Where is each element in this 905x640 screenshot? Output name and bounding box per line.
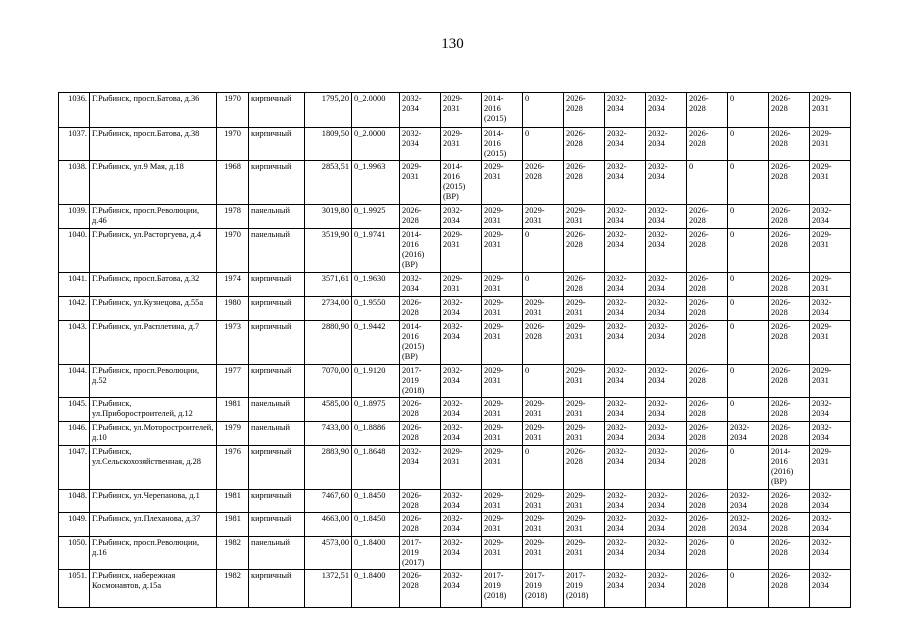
row-number-cell: 1040. <box>59 229 90 273</box>
work-period-cell: 2029- 2031 <box>482 513 523 537</box>
work-period-cell: 2026- 2028 <box>400 297 441 321</box>
work-period-cell: 0 <box>523 446 564 490</box>
work-period-cell: 2026- 2028 <box>400 490 441 513</box>
work-period-cell: 2026- 2028 <box>400 205 441 229</box>
work-period-cell: 2032- 2034 <box>646 297 687 321</box>
work-period-cell: 2032- 2034 <box>605 273 646 297</box>
work-period-cell: 2032- 2034 <box>646 93 687 128</box>
work-period-cell: 2029- 2031 <box>482 490 523 513</box>
work-period-cell: 2029- 2031 <box>564 513 605 537</box>
work-period-cell: 2026- 2028 <box>564 93 605 128</box>
work-period-cell: 2032- 2034 <box>810 398 851 422</box>
work-period-cell: 2029- 2031 <box>564 365 605 398</box>
year-cell: 1970 <box>217 229 249 273</box>
work-period-cell: 2017- 2019 (2018) <box>523 570 564 608</box>
work-period-cell: 2032- 2034 <box>646 229 687 273</box>
work-period-cell: 2014- 2016 (2015) <box>482 128 523 161</box>
work-period-cell: 0 <box>728 161 769 205</box>
work-period-cell: 2032- 2034 <box>646 446 687 490</box>
work-period-cell: 2026- 2028 <box>687 321 728 365</box>
area-cell: 1795,20 <box>305 93 352 128</box>
work-period-cell: 2026- 2028 <box>564 229 605 273</box>
work-period-cell: 2014- 2016 (2015) <box>482 93 523 128</box>
work-period-cell: 2029- 2031 <box>523 537 564 570</box>
year-cell: 1970 <box>217 128 249 161</box>
index-cell: 0_1.9442 <box>352 321 400 365</box>
area-cell: 3019,80 <box>305 205 352 229</box>
work-period-cell: 2029- 2031 <box>810 365 851 398</box>
work-period-cell: 2029- 2031 <box>564 537 605 570</box>
work-period-cell: 0 <box>523 273 564 297</box>
row-number-cell: 1039. <box>59 205 90 229</box>
work-period-cell: 2029- 2031 <box>441 446 482 490</box>
material-cell: кирпичный <box>249 321 305 365</box>
work-period-cell: 2032- 2034 <box>646 205 687 229</box>
table-row <box>59 422 851 446</box>
work-period-cell: 2026- 2028 <box>769 513 810 537</box>
year-cell: 1981 <box>217 398 249 422</box>
work-period-cell: 2026- 2028 <box>769 229 810 273</box>
work-period-cell: 2032- 2034 <box>605 161 646 205</box>
work-period-cell: 2026- 2028 <box>687 537 728 570</box>
work-period-cell: 0 <box>728 446 769 490</box>
work-period-cell: 2029- 2031 <box>564 297 605 321</box>
work-period-cell: 2029- 2031 <box>523 205 564 229</box>
work-period-cell: 2017- 2019 (2018) <box>564 570 605 608</box>
work-period-cell: 2017- 2019 (2018) <box>482 570 523 608</box>
work-period-cell: 0 <box>728 273 769 297</box>
row-number-cell: 1045. <box>59 398 90 422</box>
work-period-cell: 2029- 2031 <box>400 161 441 205</box>
work-period-cell: 2026- 2028 <box>523 161 564 205</box>
address-cell: Г.Рыбинск, ул.Черепанова, д.1 <box>90 490 217 513</box>
work-period-cell: 2026- 2028 <box>769 297 810 321</box>
year-cell: 1981 <box>217 490 249 513</box>
work-period-cell: 0 <box>728 229 769 273</box>
address-cell: Г.Рыбинск, просп.Батова, д.36 <box>90 93 217 128</box>
year-cell: 1979 <box>217 422 249 446</box>
year-cell: 1977 <box>217 365 249 398</box>
row-number-cell: 1044. <box>59 365 90 398</box>
work-period-cell: 2026- 2028 <box>400 513 441 537</box>
table-row <box>59 297 851 321</box>
year-cell: 1978 <box>217 205 249 229</box>
material-cell: кирпичный <box>249 570 305 608</box>
index-cell: 0_1.8400 <box>352 570 400 608</box>
table-row <box>59 321 851 365</box>
row-number-cell: 1043. <box>59 321 90 365</box>
address-cell: Г.Рыбинск, ул.Плеханова, д.37 <box>90 513 217 537</box>
work-period-cell: 2026- 2028 <box>687 513 728 537</box>
work-period-cell: 0 <box>728 570 769 608</box>
year-cell: 1981 <box>217 513 249 537</box>
work-period-cell: 2029- 2031 <box>810 128 851 161</box>
index-cell: 0_2.0000 <box>352 93 400 128</box>
work-period-cell: 2029- 2031 <box>564 490 605 513</box>
work-period-cell: 2026- 2028 <box>769 570 810 608</box>
work-period-cell: 2032- 2034 <box>441 297 482 321</box>
work-period-cell: 2032- 2034 <box>810 205 851 229</box>
work-period-cell: 2032- 2034 <box>605 229 646 273</box>
work-period-cell: 2032- 2034 <box>728 422 769 446</box>
work-period-cell: 0 <box>728 398 769 422</box>
row-number-cell: 1046. <box>59 422 90 446</box>
work-period-cell: 2032- 2034 <box>605 297 646 321</box>
work-period-cell: 2014- 2016 (2015) (ВР) <box>400 321 441 365</box>
work-period-cell: 2029- 2031 <box>564 422 605 446</box>
row-number-cell: 1041. <box>59 273 90 297</box>
year-cell: 1970 <box>217 93 249 128</box>
work-period-cell: 2029- 2031 <box>523 422 564 446</box>
year-cell: 1976 <box>217 446 249 490</box>
work-period-cell: 2032- 2034 <box>441 321 482 365</box>
work-period-cell: 2032- 2034 <box>646 422 687 446</box>
work-period-cell: 2029- 2031 <box>482 321 523 365</box>
work-period-cell: 2029- 2031 <box>482 446 523 490</box>
work-period-cell: 2026- 2028 <box>687 297 728 321</box>
work-period-cell: 2029- 2031 <box>482 365 523 398</box>
address-cell: Г.Рыбинск, ул.9 Мая, д.18 <box>90 161 217 205</box>
work-period-cell: 2026- 2028 <box>400 422 441 446</box>
work-period-cell: 2029- 2031 <box>482 422 523 446</box>
table-row <box>59 398 851 422</box>
work-period-cell: 2017- 2019 (2018) <box>400 365 441 398</box>
year-cell: 1974 <box>217 273 249 297</box>
work-period-cell: 2026- 2028 <box>400 398 441 422</box>
work-period-cell: 2032- 2034 <box>810 513 851 537</box>
row-number-cell: 1047. <box>59 446 90 490</box>
work-period-cell: 2029- 2031 <box>482 297 523 321</box>
work-period-cell: 2026- 2028 <box>687 446 728 490</box>
address-cell: Г.Рыбинск, просп.Батова, д.32 <box>90 273 217 297</box>
year-cell: 1982 <box>217 537 249 570</box>
work-period-cell: 2026- 2028 <box>687 570 728 608</box>
work-period-cell: 2026- 2028 <box>687 365 728 398</box>
index-cell: 0_1.9120 <box>352 365 400 398</box>
work-period-cell: 2029- 2031 <box>523 490 564 513</box>
work-period-cell: 2032- 2034 <box>441 490 482 513</box>
index-cell: 0_1.8648 <box>352 446 400 490</box>
work-period-cell: 2026- 2028 <box>687 128 728 161</box>
work-period-cell: 2032- 2034 <box>646 365 687 398</box>
work-period-cell: 2032- 2034 <box>810 422 851 446</box>
year-cell: 1973 <box>217 321 249 365</box>
work-period-cell: 2032- 2034 <box>441 365 482 398</box>
work-period-cell: 2026- 2028 <box>523 321 564 365</box>
work-period-cell: 2026- 2028 <box>687 229 728 273</box>
work-period-cell: 2032- 2034 <box>646 570 687 608</box>
material-cell: панельный <box>249 537 305 570</box>
work-period-cell: 0 <box>728 93 769 128</box>
address-cell: Г.Рыбинск, просп.Батова, д.38 <box>90 128 217 161</box>
work-period-cell: 2029- 2031 <box>810 446 851 490</box>
work-period-cell: 2032- 2034 <box>400 273 441 297</box>
address-cell: Г.Рыбинск, просп.Революции, д.52 <box>90 365 217 398</box>
year-cell: 1982 <box>217 570 249 608</box>
work-period-cell: 2032- 2034 <box>810 537 851 570</box>
area-cell: 2880,90 <box>305 321 352 365</box>
work-period-cell: 2032- 2034 <box>646 398 687 422</box>
table-row <box>59 229 851 273</box>
index-cell: 0_2.0000 <box>352 128 400 161</box>
work-period-cell: 0 <box>687 161 728 205</box>
table-row <box>59 161 851 205</box>
material-cell: кирпичный <box>249 297 305 321</box>
work-period-cell: 2026- 2028 <box>564 446 605 490</box>
index-cell: 0_1.8450 <box>352 490 400 513</box>
work-period-cell: 2032- 2034 <box>441 398 482 422</box>
row-number-cell: 1042. <box>59 297 90 321</box>
work-period-cell: 0 <box>728 297 769 321</box>
material-cell: панельный <box>249 398 305 422</box>
area-cell: 3571,61 <box>305 273 352 297</box>
work-period-cell: 2032- 2034 <box>646 321 687 365</box>
work-period-cell: 2032- 2034 <box>605 490 646 513</box>
work-period-cell: 2032- 2034 <box>646 128 687 161</box>
table-row <box>59 446 851 490</box>
row-number-cell: 1038. <box>59 161 90 205</box>
work-period-cell: 2026- 2028 <box>769 128 810 161</box>
address-cell: Г.Рыбинск, ул.Сельскохозяйственная, д.28 <box>90 446 217 490</box>
work-period-cell: 2029- 2031 <box>810 93 851 128</box>
area-cell: 4573,00 <box>305 537 352 570</box>
index-cell: 0_1.9963 <box>352 161 400 205</box>
table-row <box>59 93 851 128</box>
work-period-cell: 2032- 2034 <box>605 128 646 161</box>
work-period-cell: 2032- 2034 <box>605 446 646 490</box>
work-period-cell: 0 <box>523 365 564 398</box>
work-period-cell: 2029- 2031 <box>482 537 523 570</box>
work-period-cell: 2032- 2034 <box>441 537 482 570</box>
work-period-cell: 2026- 2028 <box>564 161 605 205</box>
index-cell: 0_1.8886 <box>352 422 400 446</box>
work-period-cell: 2032- 2034 <box>441 570 482 608</box>
work-period-cell: 2026- 2028 <box>687 422 728 446</box>
work-period-cell: 2032- 2034 <box>605 93 646 128</box>
work-period-cell: 0 <box>728 537 769 570</box>
index-cell: 0_1.9741 <box>352 229 400 273</box>
row-number-cell: 1048. <box>59 490 90 513</box>
work-period-cell: 2014- 2016 (2016) (ВР) <box>769 446 810 490</box>
row-number-cell: 1051. <box>59 570 90 608</box>
work-period-cell: 2032- 2034 <box>810 570 851 608</box>
work-period-cell: 2032- 2034 <box>646 490 687 513</box>
work-period-cell: 2026- 2028 <box>687 93 728 128</box>
material-cell: кирпичный <box>249 446 305 490</box>
work-period-cell: 2032- 2034 <box>605 398 646 422</box>
work-period-cell: 2032- 2034 <box>400 446 441 490</box>
work-period-cell: 0 <box>728 128 769 161</box>
work-period-cell: 2026- 2028 <box>769 365 810 398</box>
work-period-cell: 2029- 2031 <box>810 321 851 365</box>
work-period-cell: 2026- 2028 <box>564 273 605 297</box>
work-period-cell: 0 <box>728 365 769 398</box>
work-period-cell: 2026- 2028 <box>769 537 810 570</box>
work-period-cell: 2029- 2031 <box>810 229 851 273</box>
work-period-cell: 2032- 2034 <box>605 205 646 229</box>
address-cell: Г.Рыбинск, набережная Космонавтов, д.15а <box>90 570 217 608</box>
work-period-cell: 2026- 2028 <box>769 321 810 365</box>
work-period-cell: 2029- 2031 <box>482 398 523 422</box>
address-cell: Г.Рыбинск, просп.Революции, д.16 <box>90 537 217 570</box>
work-period-cell: 2032- 2034 <box>400 128 441 161</box>
table-row <box>59 128 851 161</box>
table-row <box>59 537 851 570</box>
year-cell: 1968 <box>217 161 249 205</box>
work-period-cell: 2032- 2034 <box>728 490 769 513</box>
work-period-cell: 2026- 2028 <box>400 570 441 608</box>
area-cell: 7433,00 <box>305 422 352 446</box>
table-row <box>59 570 851 608</box>
address-cell: Г.Рыбинск, просп.Революции, д.46 <box>90 205 217 229</box>
work-period-cell: 2032- 2034 <box>605 537 646 570</box>
area-cell: 7070,00 <box>305 365 352 398</box>
address-cell: Г.Рыбинск, ул.Расторгуева, д.4 <box>90 229 217 273</box>
work-period-cell: 0 <box>728 321 769 365</box>
index-cell: 0_1.8450 <box>352 513 400 537</box>
work-period-cell: 2032- 2034 <box>441 513 482 537</box>
work-period-cell: 2032- 2034 <box>605 513 646 537</box>
material-cell: кирпичный <box>249 365 305 398</box>
table-row <box>59 365 851 398</box>
area-cell: 2883,90 <box>305 446 352 490</box>
work-period-cell: 2032- 2034 <box>810 297 851 321</box>
work-period-cell: 0 <box>523 229 564 273</box>
work-period-cell: 2029- 2031 <box>482 273 523 297</box>
year-cell: 1980 <box>217 297 249 321</box>
table-row <box>59 273 851 297</box>
work-period-cell: 2026- 2028 <box>769 161 810 205</box>
work-period-cell: 2026- 2028 <box>769 490 810 513</box>
address-cell: Г.Рыбинск, ул.Моторостроителей, д.10 <box>90 422 217 446</box>
row-number-cell: 1037. <box>59 128 90 161</box>
work-period-cell: 2026- 2028 <box>769 205 810 229</box>
page-number: 130 <box>441 36 464 52</box>
table-row <box>59 513 851 537</box>
work-period-cell: 2026- 2028 <box>687 490 728 513</box>
work-period-cell: 2026- 2028 <box>687 273 728 297</box>
area-cell: 4585,00 <box>305 398 352 422</box>
area-cell: 1372,51 <box>305 570 352 608</box>
work-period-cell: 2017- 2019 (2017) <box>400 537 441 570</box>
area-cell: 7467,60 <box>305 490 352 513</box>
work-period-cell: 2029- 2031 <box>441 93 482 128</box>
area-cell: 2853,51 <box>305 161 352 205</box>
work-period-cell: 2014- 2016 (2015) (ВР) <box>441 161 482 205</box>
work-period-cell: 2029- 2031 <box>564 321 605 365</box>
work-period-cell: 2032- 2034 <box>646 273 687 297</box>
material-cell: панельный <box>249 205 305 229</box>
address-cell: Г.Рыбинск, ул.Приборостроителей, д.12 <box>90 398 217 422</box>
index-cell: 0_1.9550 <box>352 297 400 321</box>
work-period-cell: 2026- 2028 <box>769 93 810 128</box>
work-period-cell: 2026- 2028 <box>564 128 605 161</box>
address-cell: Г.Рыбинск, ул.Расплетина, д.7 <box>90 321 217 365</box>
material-cell: кирпичный <box>249 128 305 161</box>
area-cell: 2734,00 <box>305 297 352 321</box>
work-period-cell: 2026- 2028 <box>769 273 810 297</box>
work-period-cell: 2029- 2031 <box>523 513 564 537</box>
work-period-cell: 2029- 2031 <box>523 398 564 422</box>
work-period-cell: 2029- 2031 <box>441 229 482 273</box>
work-period-cell: 2032- 2034 <box>400 93 441 128</box>
work-period-cell: 2032- 2034 <box>646 513 687 537</box>
work-period-cell: 2032- 2034 <box>605 321 646 365</box>
table-row <box>59 205 851 229</box>
material-cell: панельный <box>249 229 305 273</box>
work-period-cell: 2032- 2034 <box>605 570 646 608</box>
material-cell: кирпичный <box>249 161 305 205</box>
work-period-cell: 2032- 2034 <box>605 422 646 446</box>
work-period-cell: 2032- 2034 <box>810 490 851 513</box>
work-period-cell: 2026- 2028 <box>769 398 810 422</box>
material-cell: панельный <box>249 422 305 446</box>
material-cell: кирпичный <box>249 513 305 537</box>
material-cell: кирпичный <box>249 273 305 297</box>
work-period-cell: 2014- 2016 (2016) (ВР) <box>400 229 441 273</box>
work-period-cell: 2029- 2031 <box>810 161 851 205</box>
work-period-cell: 2032- 2034 <box>728 513 769 537</box>
row-number-cell: 1050. <box>59 537 90 570</box>
table-row <box>59 490 851 513</box>
area-cell: 4663,00 <box>305 513 352 537</box>
work-period-cell: 2029- 2031 <box>564 205 605 229</box>
work-period-cell: 2032- 2034 <box>605 365 646 398</box>
area-cell: 1809,50 <box>305 128 352 161</box>
work-period-cell: 0 <box>523 93 564 128</box>
housing-register-table <box>58 92 851 608</box>
material-cell: кирпичный <box>249 490 305 513</box>
index-cell: 0_1.9925 <box>352 205 400 229</box>
index-cell: 0_1.8975 <box>352 398 400 422</box>
work-period-cell: 2032- 2034 <box>441 422 482 446</box>
work-period-cell: 2029- 2031 <box>564 398 605 422</box>
work-period-cell: 2026- 2028 <box>687 205 728 229</box>
index-cell: 0_1.9630 <box>352 273 400 297</box>
index-cell: 0_1.8400 <box>352 537 400 570</box>
work-period-cell: 0 <box>523 128 564 161</box>
work-period-cell: 2029- 2031 <box>482 161 523 205</box>
work-period-cell: 2032- 2034 <box>646 537 687 570</box>
work-period-cell: 2029- 2031 <box>810 273 851 297</box>
work-period-cell: 2029- 2031 <box>441 128 482 161</box>
work-period-cell: 2029- 2031 <box>482 229 523 273</box>
work-period-cell: 0 <box>728 205 769 229</box>
work-period-cell: 2026- 2028 <box>769 422 810 446</box>
row-number-cell: 1036. <box>59 93 90 128</box>
area-cell: 3519,90 <box>305 229 352 273</box>
work-period-cell: 2029- 2031 <box>523 297 564 321</box>
work-period-cell: 2026- 2028 <box>687 398 728 422</box>
work-period-cell: 2029- 2031 <box>482 205 523 229</box>
work-period-cell: 2032- 2034 <box>646 161 687 205</box>
material-cell: кирпичный <box>249 93 305 128</box>
work-period-cell: 2029- 2031 <box>441 273 482 297</box>
address-cell: Г.Рыбинск, ул.Кузнецова, д.55а <box>90 297 217 321</box>
row-number-cell: 1049. <box>59 513 90 537</box>
work-period-cell: 2032- 2034 <box>441 205 482 229</box>
